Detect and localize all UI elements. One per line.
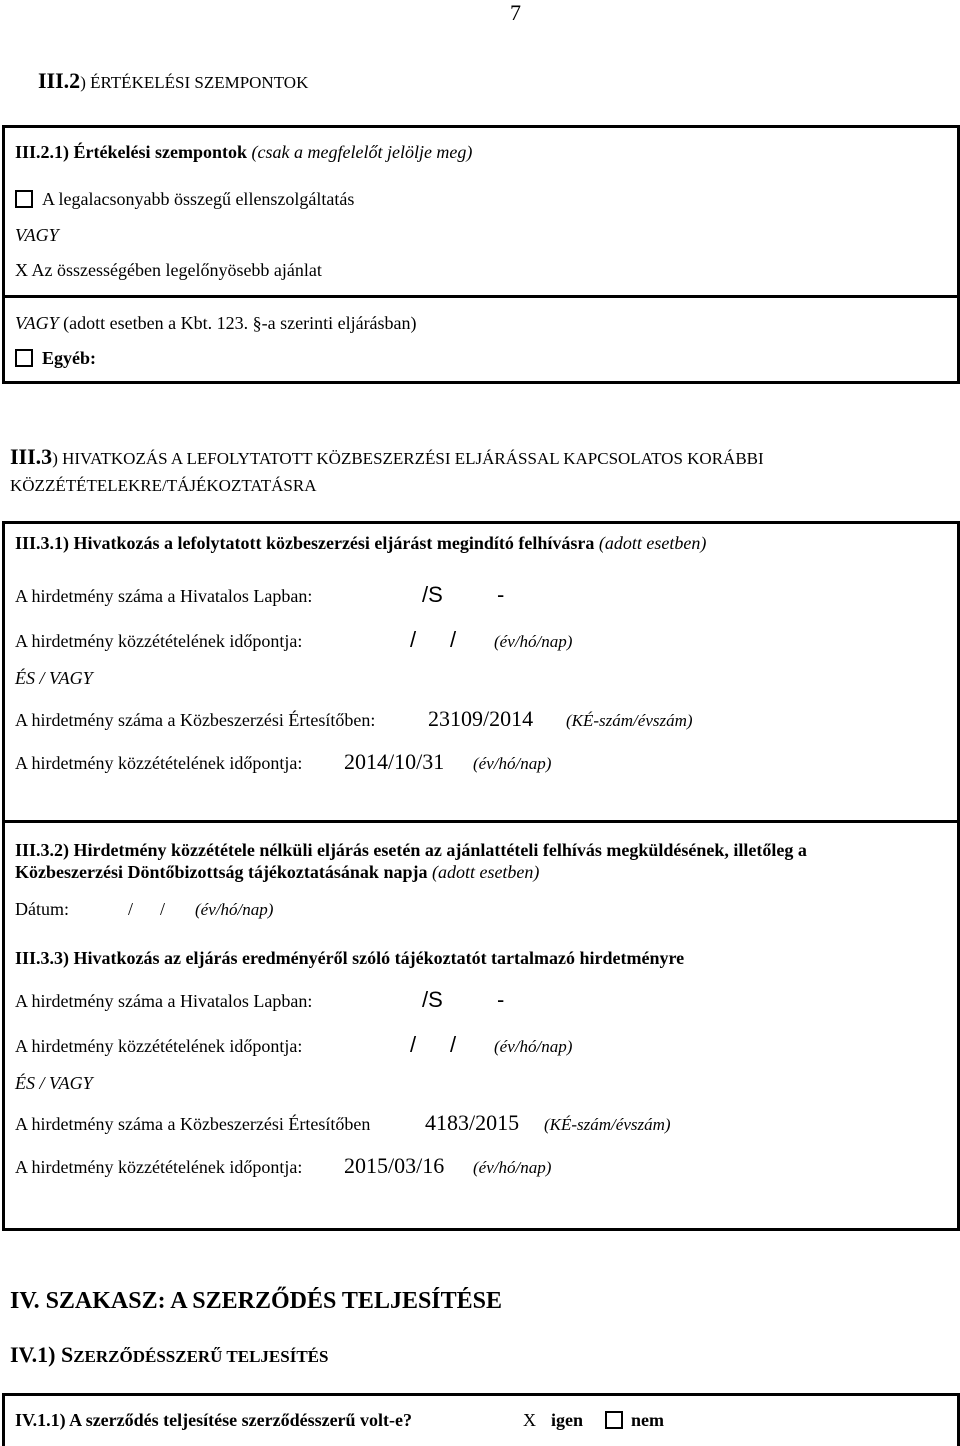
section-title-line2: KÖZZÉTÉTELEKRE/TÁJÉKOZTATÁSRA	[10, 476, 317, 495]
iii-3-2-label-line1: III.3.2) Hirdetmény közzététele nélküli eljárás esetén az ajánlattételi felhívás megküldésének, illetőleg a	[15, 840, 807, 860]
publication-date-label: A hirdetmény közzétételének időpontja:	[15, 1036, 303, 1056]
date-slash: /	[450, 627, 457, 652]
criteria-subheading	[15, 142, 472, 163]
section-number: III.2	[38, 68, 81, 93]
evaluation-criteria-box	[2, 125, 960, 384]
section-title-rest: ZERZŐDÉSSZERŰ TELJESÍTÉS	[73, 1347, 329, 1366]
section-title-line1: ) HIVATKOZÁS A LEFOLYTATOTT KÖZBESZERZÉSI ELJÁRÁSSAL KAPCSOLATOS KORÁBBI	[52, 449, 764, 468]
yes-label: igen	[551, 1410, 584, 1430]
date-slash: /	[450, 1032, 457, 1057]
ke-number-value: 4183/2015	[425, 1110, 520, 1135]
date-slash: /	[410, 1032, 417, 1057]
section-title-initial: ) S	[48, 1342, 74, 1367]
no-label: nem	[631, 1410, 664, 1430]
ojs-number-dash: -	[497, 582, 505, 607]
date-format: (év/hó/nap)	[494, 1037, 573, 1056]
divider	[2, 820, 960, 823]
publication-date-value: 2014/10/31	[344, 749, 445, 774]
or-label: VAGY	[15, 225, 59, 245]
section-heading-iii-3	[10, 444, 764, 470]
other-checkbox[interactable]	[15, 349, 33, 367]
date-slash: /	[128, 899, 134, 919]
date-slash: /	[410, 627, 417, 652]
date-label: Dátum:	[15, 899, 69, 919]
ke-number-format: (KÉ-szám/évszám)	[566, 711, 693, 730]
section-number: III.3	[10, 444, 53, 469]
ojs-number-s: /S	[422, 987, 443, 1012]
date-format: (év/hó/nap)	[473, 1158, 552, 1177]
yes-mark: X	[523, 1410, 536, 1430]
other-procedure-note	[15, 313, 417, 334]
iii-3-3-label: III.3.3) Hivatkozás az eljárás eredményéről szóló tájékoztatót tartalmazó hirdetményre	[15, 948, 685, 968]
ojs-number-label: A hirdetmény száma a Hivatalos Lapban:	[15, 586, 313, 606]
section-heading-iii-2	[38, 68, 308, 94]
section-number: IV.1	[10, 1342, 49, 1367]
date-format: (év/hó/nap)	[195, 900, 274, 919]
and-or-label: ÉS / VAGY	[15, 668, 93, 688]
iii-3-2-label-text: Közbeszerzési Döntőbizottság tájékoztatásának napja	[15, 862, 428, 882]
ke-number-format: (KÉ-szám/évszám)	[544, 1115, 671, 1134]
section-title: ) ÉRTÉKELÉSI SZEMPONTOK	[80, 73, 309, 92]
lowest-price-checkbox[interactable]	[15, 190, 33, 208]
section-iv-title: IV. SZAKASZ: A SZERZŐDÉS TELJESÍTÉSE	[10, 1288, 503, 1314]
ke-number-value: 23109/2014	[428, 706, 534, 731]
ojs-number-s: /S	[422, 582, 443, 607]
criteria-label: III.2.1) Értékelési szempontok	[15, 142, 247, 162]
date-format: (év/hó/nap)	[494, 632, 573, 651]
and-or-label: ÉS / VAGY	[15, 1073, 93, 1093]
iii-3-1-label: III.3.1) Hivatkozás a lefolytatott közbeszerzési eljárást megindító felhívásra	[15, 533, 595, 553]
publication-date-label: A hirdetmény közzétételének időpontja:	[15, 753, 303, 773]
ojs-number-dash: -	[497, 987, 505, 1012]
ojs-number-label: A hirdetmény száma a Hivatalos Lapban:	[15, 991, 313, 1011]
other-label: Egyéb:	[42, 348, 96, 368]
publication-date-value: 2015/03/16	[344, 1153, 445, 1178]
iii-3-1-heading	[15, 533, 706, 554]
divider	[2, 295, 960, 298]
iii-3-2-note: (adott esetben)	[431, 862, 540, 882]
section-heading-iv-1	[10, 1342, 328, 1368]
publication-date-label: A hirdetmény közzétételének időpontja:	[15, 1157, 303, 1177]
iii-3-1-note: (adott esetben)	[598, 533, 707, 553]
publication-date-label: A hirdetmény közzétételének időpontja:	[15, 631, 303, 651]
ke-number-label: A hirdetmény száma a Közbeszerzési Értesítőben:	[15, 710, 376, 730]
date-format: (év/hó/nap)	[473, 754, 552, 773]
criteria-note: (csak a megfelelőt jelölje meg)	[251, 142, 473, 162]
contract-performance-question: IV.1.1) A szerződés teljesítése szerződésszerű volt-e?	[15, 1410, 413, 1430]
iii-3-2-label-line2	[15, 862, 539, 883]
page-number: 7	[510, 0, 521, 25]
ke-number-label: A hirdetmény száma a Közbeszerzési Értesítőben	[15, 1114, 371, 1134]
procedure-text: (adott esetben a Kbt. 123. §-a szerinti eljárásban)	[58, 313, 417, 333]
date-slash: /	[160, 899, 166, 919]
most-advantageous-option: X Az összességében legelőnyösebb ajánlat	[15, 260, 322, 280]
or-label: VAGY	[15, 313, 59, 333]
no-checkbox[interactable]	[605, 1411, 623, 1429]
lowest-price-label: A legalacsonyabb összegű ellenszolgáltatás	[42, 189, 355, 209]
